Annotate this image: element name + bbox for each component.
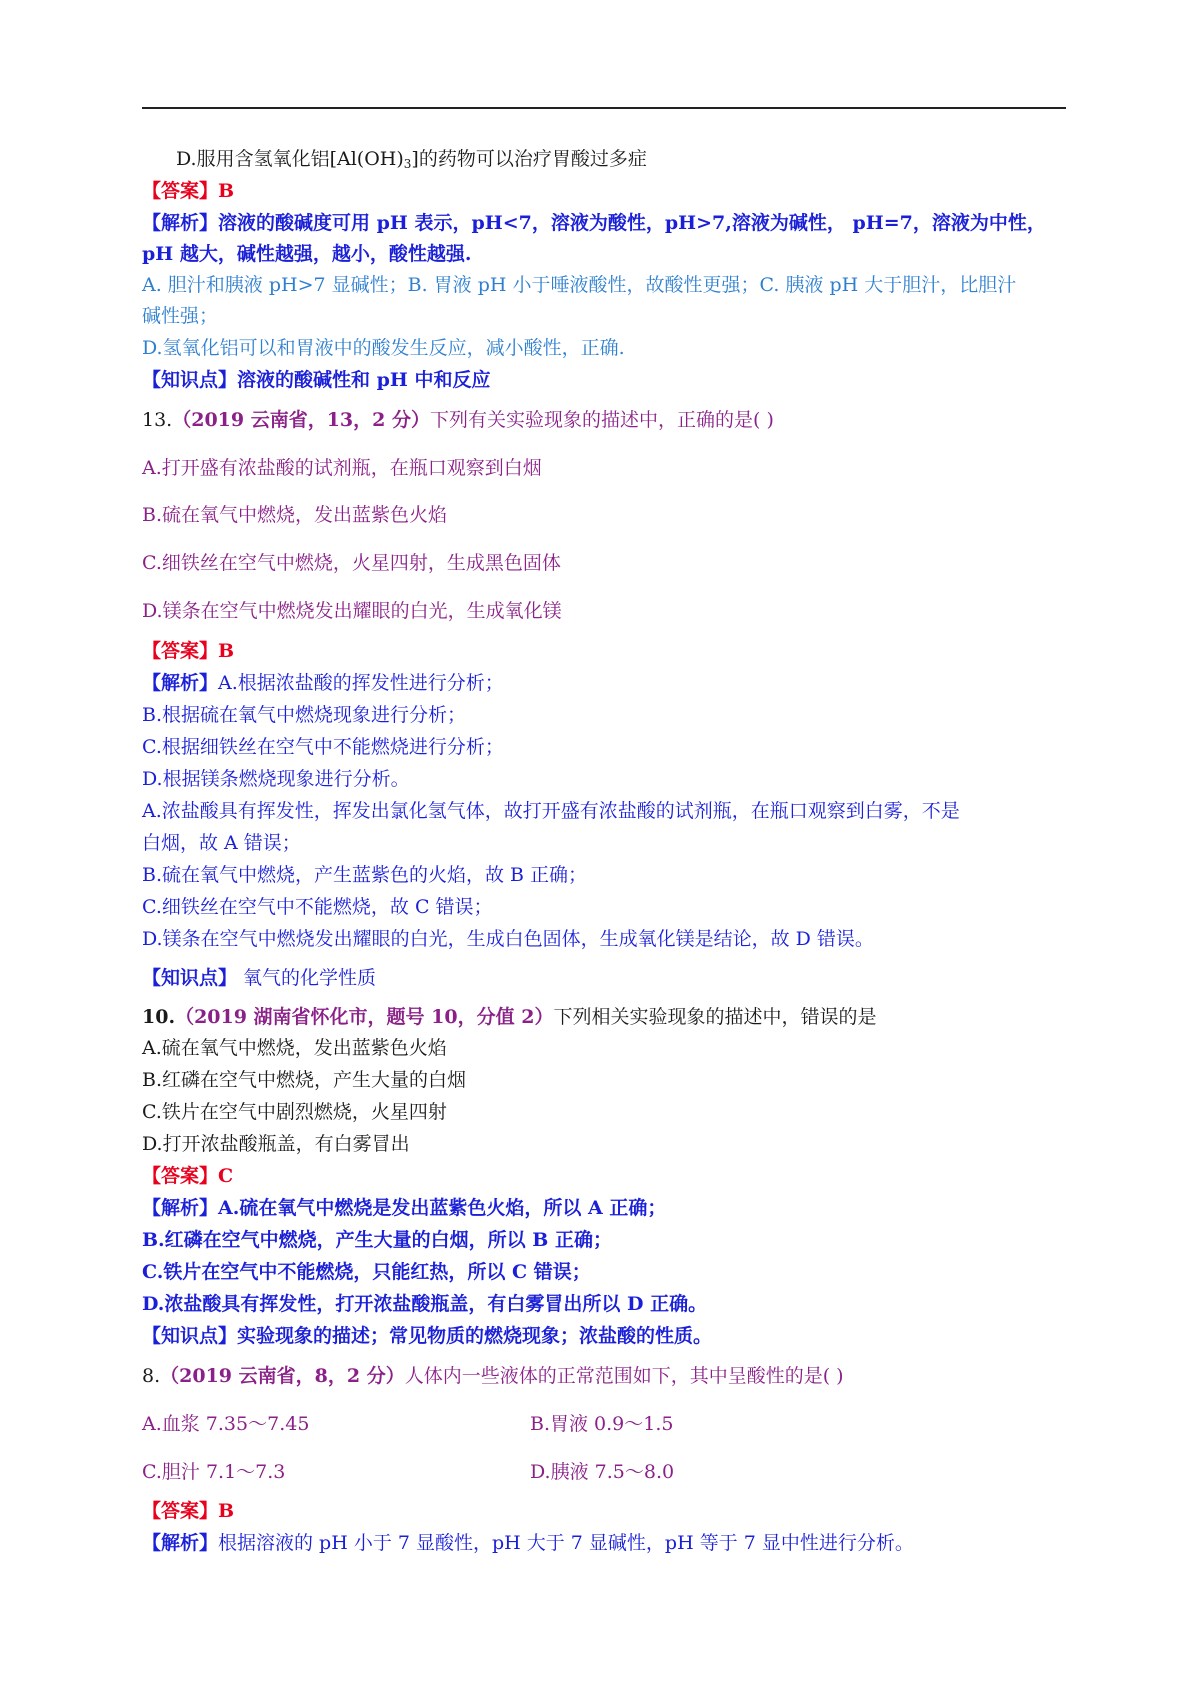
q10-analysis-a: 【解析】A.硫在氧气中燃烧是发出蓝紫色火焰，所以 A 正确；	[142, 1197, 667, 1219]
q13-answer: 【答案】B	[142, 640, 235, 662]
q10-analysis-b: B.红磷在空气中燃烧，产生大量的白烟，所以 B 正确；	[142, 1229, 612, 1251]
q12-option-d: D.服用含氢氧化铝$[Al(OH)_3]$的药物可以治疗胃酸过多症	[176, 148, 647, 171]
q13-analysis-a: 【解析】A.根据浓盐酸的挥发性进行分析；	[142, 672, 504, 694]
q12-detail-line2: 碱性强；	[142, 305, 219, 327]
q13-analysis-c: C.根据细铁丝在空气中不能燃烧进行分析；	[142, 736, 504, 758]
q10-option-b: B.红磷在空气中燃烧，产生大量的白烟	[142, 1069, 467, 1091]
q8-option-d: D.胰液 7.5～8.0	[530, 1461, 675, 1483]
q8-answer: 【答案】B	[142, 1500, 235, 1522]
q12-knowledge-point: 【知识点】溶液的酸碱性和 pH 中和反应	[142, 369, 491, 391]
q12-detail-line1: A. 胆汁和胰液 pH>7 显碱性；B. 胃液 pH 小于唾液酸性，故酸性更强；C. 胰液 pH 大于胆汁，比胆汁	[142, 274, 1017, 296]
q8-option-c: C.胆汁 7.1～7.3	[142, 1461, 286, 1483]
q13-stem: 13.（2019 云南省，13，2 分）下列有关实验现象的描述中，正确的是( )	[142, 409, 774, 431]
q13-detail-a2: 白烟，故 A 错误；	[142, 832, 301, 854]
q10-answer: 【答案】C	[142, 1165, 234, 1187]
q13-detail-b: B.硫在氧气中燃烧，产生蓝紫色的火焰，故 B 正确；	[142, 864, 588, 886]
q13-detail-a1: A.浓盐酸具有挥发性，挥发出氯化氢气体，故打开盛有浓盐酸的试剂瓶，在瓶口观察到白雾，不是	[142, 800, 960, 822]
q10-stem: 10.（2019 湖南省怀化市，题号 10，分值 2）下列相关实验现象的描述中，错误的是	[142, 1006, 877, 1028]
q12-answer: 【答案】B	[142, 180, 235, 202]
q10-option-d: D.打开浓盐酸瓶盖，有白雾冒出	[142, 1133, 410, 1155]
q13-option-a: A.打开盛有浓盐酸的试剂瓶，在瓶口观察到白烟	[142, 457, 542, 479]
q10-analysis-d: D.浓盐酸具有挥发性，打开浓盐酸瓶盖，有白雾冒出所以 D 正确。	[142, 1293, 708, 1315]
header-rule	[142, 107, 1066, 109]
q13-detail-c: C.细铁丝在空气中不能燃烧，故 C 错误；	[142, 896, 493, 918]
q13-knowledge-point: 【知识点】 氧气的化学性质	[142, 967, 377, 989]
q13-detail-d: D.镁条在空气中燃烧发出耀眼的白光，生成白色固体，生成氧化镁是结论，故 D 错误。	[142, 928, 874, 950]
q8-options-row1	[142, 1413, 674, 1435]
q10-knowledge-point: 【知识点】实验现象的描述；常见物质的燃烧现象；浓盐酸的性质。	[142, 1325, 713, 1347]
q12-analysis-line1: 【解析】溶液的酸碱度可用 pH 表示，pH<7，溶液为酸性，pH>7,溶液为碱性， pH=7，溶液为中性，	[142, 212, 1046, 234]
q10-option-a: A.硫在氧气中燃烧，发出蓝紫色火焰	[142, 1037, 447, 1059]
q13-option-d: D.镁条在空气中燃烧发出耀眼的白光，生成氧化镁	[142, 600, 562, 622]
q13-analysis-d: D.根据镁条燃烧现象进行分析。	[142, 768, 410, 790]
q10-option-c: C.铁片在空气中剧烈燃烧，火星四射	[142, 1101, 447, 1123]
q12-analysis-line2: pH 越大，碱性越强，越小，酸性越强.	[142, 243, 472, 265]
q12-detail-line3: D.氢氧化铝可以和胃液中的酸发生反应，减小酸性，正确.	[142, 337, 625, 359]
q8-option-b: B.胃液 0.9～1.5	[530, 1413, 674, 1435]
q8-options-row2	[142, 1461, 675, 1483]
q13-option-b: B.硫在氧气中燃烧，发出蓝紫色火焰	[142, 504, 448, 526]
q13-option-c: C.细铁丝在空气中燃烧，火星四射，生成黑色固体	[142, 552, 561, 574]
q13-analysis-b: B.根据硫在氧气中燃烧现象进行分析；	[142, 704, 467, 726]
q8-option-a: A.血浆 7.35～7.45	[142, 1413, 310, 1435]
q8-analysis: 【解析】根据溶液的 pH 小于 7 显酸性，pH 大于 7 显碱性，pH 等于 7 显中性进行分析。	[142, 1532, 914, 1554]
q10-analysis-c: C.铁片在空气中不能燃烧，只能红热，所以 C 错误；	[142, 1261, 591, 1283]
q8-stem: 8.（2019 云南省，8，2 分）人体内一些液体的正常范围如下，其中呈酸性的是( )	[142, 1365, 844, 1387]
